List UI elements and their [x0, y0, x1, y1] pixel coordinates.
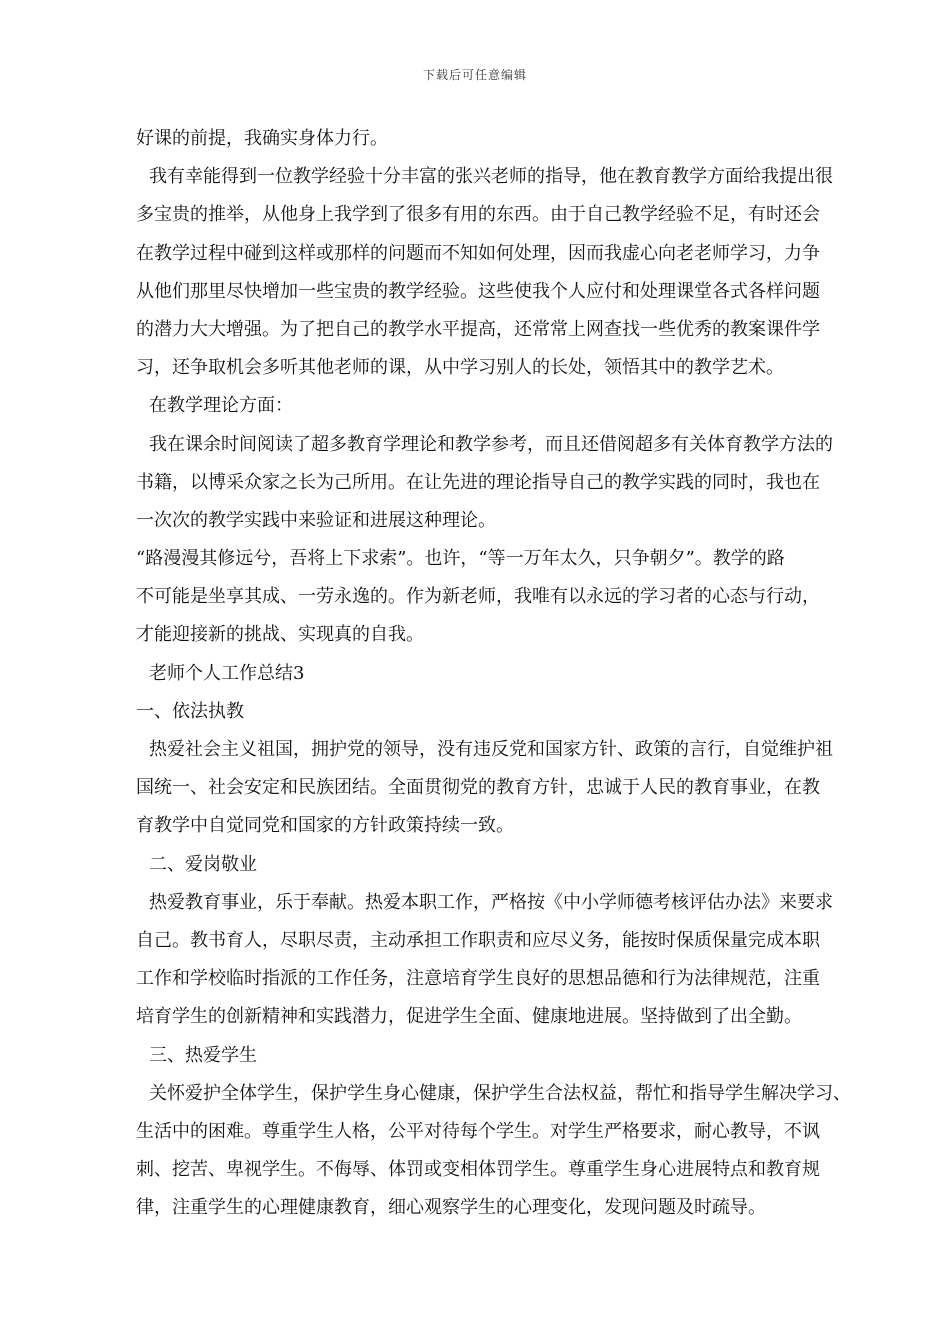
text-line: 书籍，以博采众家之长为己所用。在让先进的理论指导自己的教学实践的同时，我也在 — [136, 471, 820, 493]
text-line: 在教学过程中碰到这样或那样的问题而不知如何处理，因而我虚心向老老师学习，力争 — [136, 242, 820, 264]
text-line: 二、爱岗敬业 — [149, 853, 257, 875]
text-line: 多宝贵的推举，从他身上我学到了很多有用的东西。由于自己教学经验不足，有时还会 — [136, 204, 820, 226]
text-line: 一次次的教学实践中来验证和进展这种理论。 — [136, 509, 496, 531]
text-line: 热爱教育事业，乐于奉献。热爱本职工作，严格按《中小学师德考核评估办法》来要求 — [149, 891, 833, 913]
text-line: 才能迎接新的挑战、实现真的自我。 — [136, 624, 424, 646]
text-line: 三、热爱学生 — [149, 1044, 257, 1066]
text-line: 热爱社会主义祖国，拥护党的领导，没有违反党和国家方针、政策的言行，自觉维护祖 — [149, 739, 833, 760]
text-line: 在教学理论方面： — [149, 395, 293, 417]
text-line: 我在课余时间阅读了超多教育学理论和教学参考，而且还借阅超多有关体育教学方法的 — [149, 433, 833, 455]
text-line: “路漫漫其修远兮，吾将上下求索”。也许，“等一万年太久，只争朝夕”。教学的路 — [136, 548, 785, 570]
text-line: 律，注重学生的心理健康教育，细心观察学生的心理变化，发现问题及时疏导。 — [136, 1197, 766, 1219]
text-line: 工作和学校临时指派的工作任务，注意培育学生良好的思想品德和行为法律规范，注重 — [136, 968, 820, 990]
text-line: 从他们那里尽快增加一些宝贵的教学经验。这些使我个人应付和处理课堂各式各样问题 — [136, 280, 820, 302]
text-line: 育教学中自觉同党和国家的方针政策持续一致。 — [136, 815, 514, 837]
text-line: 我有幸能得到一位教学经验十分丰富的张兴老师的指导，他在教育教学方面给我提出很 — [149, 166, 833, 188]
document-body — [136, 120, 886, 1227]
text-line: 老师个人工作总结3 — [149, 662, 305, 684]
text-line: 国统一、社会安定和民族团结。全面贯彻党的教育方针，忠诚于人民的教育事业，在教 — [136, 777, 820, 799]
text-line: 关怀爱护全体学生，保护学生身心健康，保护学生合法权益，帮忙和指导学生解决学习、 — [149, 1082, 851, 1104]
text-line: 刺、挖苦、卑视学生。不侮辱、体罚或变相体罚学生。尊重学生身心进展特点和教育规 — [136, 1159, 820, 1181]
text-line: 自己。教书育人，尽职尽责，主动承担工作职责和应尽义务，能按时保质保量完成本职 — [136, 929, 820, 951]
text-line: 培育学生的创新精神和实践潜力，促进学生全面、健康地进展。坚持做到了出全勤。 — [136, 1006, 802, 1028]
text-line: 好课的前提，我确实身体力行。 — [136, 128, 388, 149]
text-line: 习，还争取机会多听其他老师的课，从中学习别人的长处，领悟其中的教学艺术。 — [136, 357, 784, 379]
text-line: 的潜力大大增强。为了把自己的教学水平提高，还常常上网查找一些优秀的教案课件学 — [136, 318, 820, 340]
header-note: 下载后可任意编辑 — [422, 68, 527, 82]
text-line: 一、依法执教 — [136, 700, 244, 722]
text-line: 不可能是坐享其成、一劳永逸的。作为新老师，我唯有以永远的学习者的心态与行动， — [136, 586, 820, 608]
text-line: 生活中的困难。尊重学生人格，公平对待每个学生。对学生严格要求，耐心教导，不讽 — [136, 1120, 820, 1142]
